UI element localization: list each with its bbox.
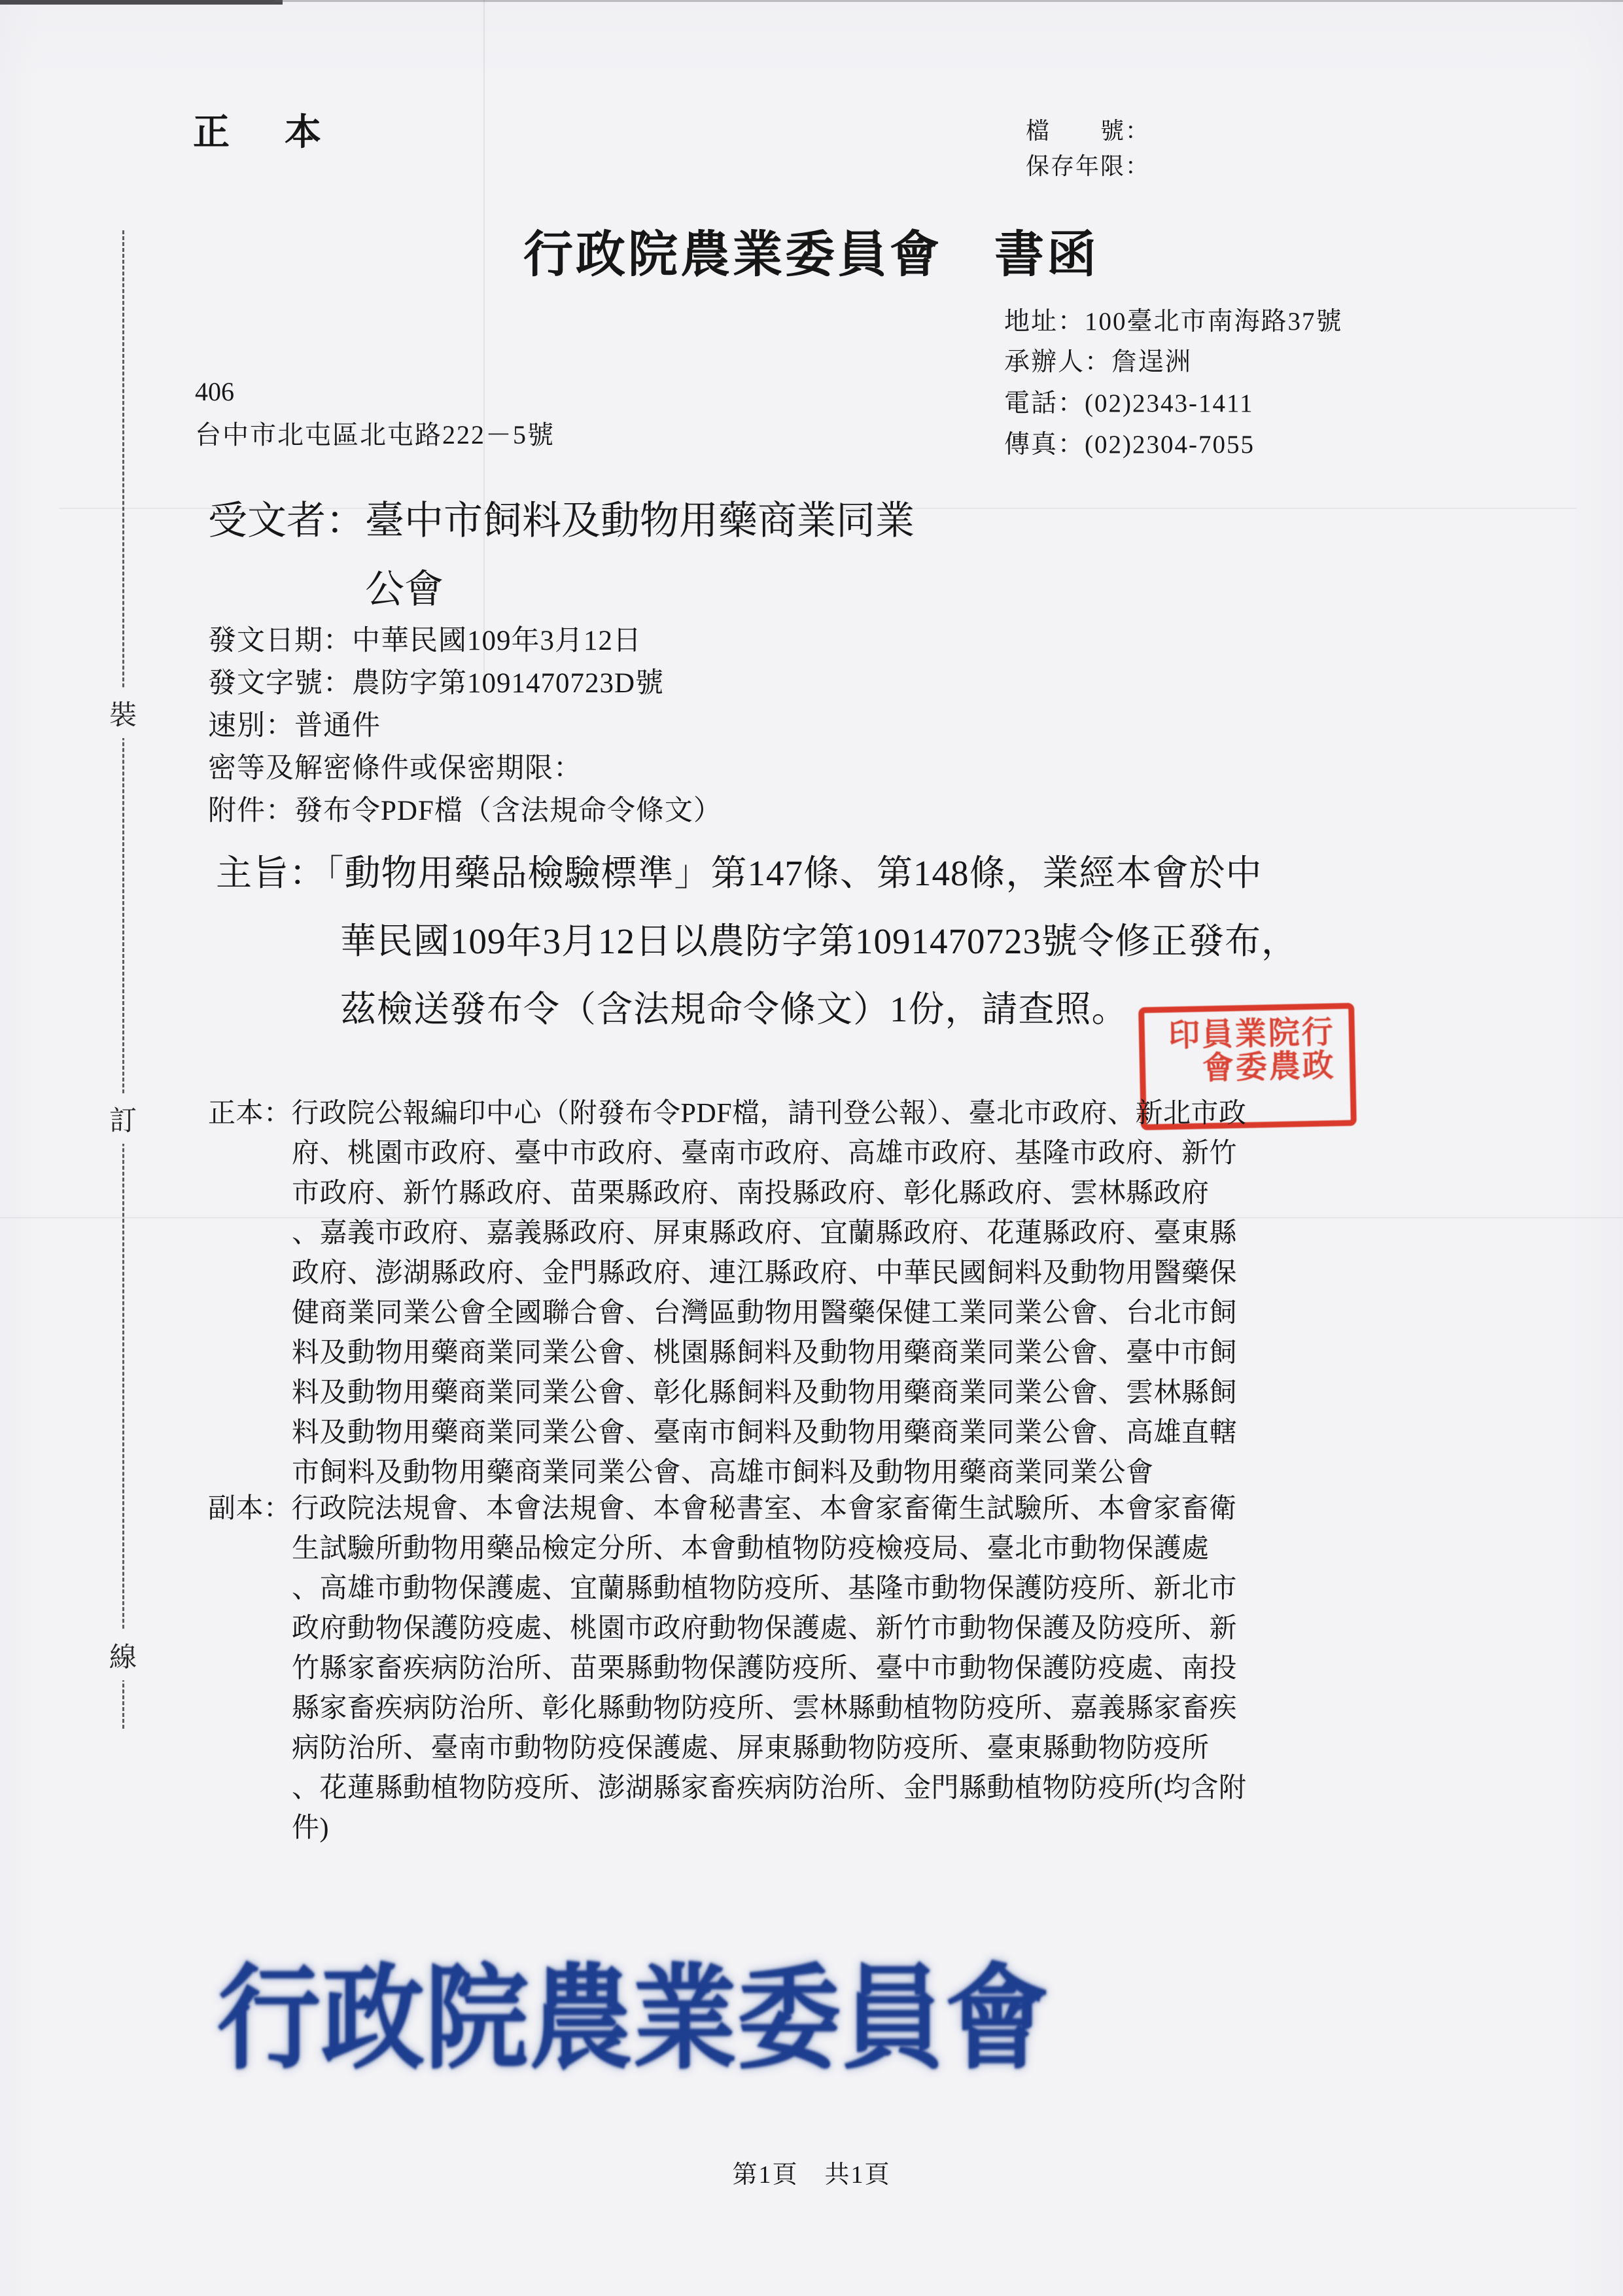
cc-copies-line-8: 、花蓮縣動植物防疫所、澎湖縣家畜疾病防治所、金門縣動植物防疫所(均含附 <box>292 1773 1247 1803</box>
sender-phone: 電話：(02)2343-1411 <box>1004 389 1254 417</box>
red-official-seal-text: 行政院農業委員會印 <box>1163 1015 1333 1085</box>
binding-char-xian: 線 <box>109 1631 137 1680</box>
attachment-note: 附件：發布令PDF檔（含法規命令條文） <box>208 796 722 826</box>
doc-number: 發文字號：農防字第1091470723D號 <box>208 668 665 699</box>
primary-copies-line-7: 料及動物用藥商業同業公會、桃園縣飼料及動物用藥商業同業公會、臺中市飼 <box>292 1338 1238 1368</box>
recipient-line-2: 公會 <box>365 568 444 611</box>
security-class: 密等及解密條件或保密期限： <box>208 753 582 784</box>
sender-address: 地址：100臺北市南海路37號 <box>1004 308 1343 336</box>
primary-copies-line-5: 政府、澎湖縣政府、金門縣政府、連江縣政府、中華民國飼料及動物用醫藥保 <box>292 1258 1238 1288</box>
primary-copies-line-8: 料及動物用藥商業同業公會、彰化縣飼料及動物用藥商業同業公會、雲林縣飼 <box>292 1378 1238 1408</box>
cc-copies-line-6: 縣家畜疾病防治所、彰化縣動物防疫所、雲林縣動植物防疫所、嘉義縣家畜疾 <box>292 1693 1238 1723</box>
primary-copies-line-3: 市政府、新竹縣政府、苗栗縣政府、南投縣政府、彰化縣政府、雲林縣政府 <box>292 1178 1210 1209</box>
sender-contact-person: 承辦人：詹逞洲 <box>1004 348 1193 376</box>
recipient-postal-code: 406 <box>195 377 234 406</box>
binding-char-ding: 訂 <box>109 1094 137 1144</box>
cc-copies-line-3: 、高雄市動物保護處、宜蘭縣動植物防疫所、基隆市動物保護防疫所、新北市 <box>292 1574 1238 1604</box>
primary-copies-line-10: 市飼料及動物用藥商業同業公會、高雄市飼料及動物用藥商業同業公會 <box>292 1458 1154 1488</box>
subject-line-2: 華民國109年3月12日以農防字第1091470723號令修正發布， <box>340 921 1299 961</box>
primary-copies-line-6: 健商業同業公會全國聯合會、台灣區動物用醫藥保健工業同業公會、台北市飼 <box>292 1298 1238 1328</box>
primary-copies-line-9: 料及動物用藥商業同業公會、臺南市飼料及動物用藥商業同業公會、高雄直轄 <box>292 1418 1238 1448</box>
cc-copies-line-2: 生試驗所動物用藥品檢定分所、本會動植物防疫檢疫局、臺北市動物保護處 <box>292 1534 1210 1564</box>
copy-type-label: 正 本 <box>193 113 330 153</box>
binding-dashed-line <box>122 230 124 1729</box>
primary-copies-line-4: 、嘉義市政府、嘉義縣政府、屏東縣政府、宜蘭縣政府、花蓮縣政府、臺東縣 <box>292 1218 1238 1248</box>
issue-date: 發文日期：中華民國109年3月12日 <box>208 626 642 656</box>
sender-fax: 傳真：(02)2304-7055 <box>1004 431 1255 459</box>
primary-copies-line-2: 府、桃園市政府、臺中市政府、臺南市政府、高雄市政府、基隆市政府、新竹 <box>292 1139 1238 1169</box>
page-number-footer: 第1頁 共1頁 <box>732 2161 891 2189</box>
retention-period-label: 保存年限： <box>1026 153 1151 179</box>
speed-class: 速別：普通件 <box>208 711 381 741</box>
document-title: 行政院農業委員會 書函 <box>523 228 1099 283</box>
scan-fold-vertical-line <box>483 0 485 690</box>
cc-copies-line-5: 竹縣家畜疾病防治所、苗栗縣動物保護防疫所、臺中市動物保護防疫處、南投 <box>292 1653 1238 1684</box>
scanner-edge-artifact <box>0 0 283 5</box>
file-number-label: 檔 號： <box>1026 118 1151 144</box>
binding-char-zhuang: 裝 <box>109 688 137 738</box>
cc-copies-line-9: 件) <box>292 1813 329 1843</box>
recipient-line-1: 受文者：臺中市飼料及動物用藥商業同業 <box>208 499 915 542</box>
subject-line-3: 茲檢送發布令（含法規命令條文）1份，請查照。 <box>340 989 1128 1029</box>
scanner-edge-artifact-light <box>275 0 1623 2</box>
blue-agency-stamp: 行政院農業委員會 <box>217 1957 1049 2083</box>
subject-line-1: 主旨：「動物用藥品檢驗標準」第147條、第148條，業經本會於中 <box>216 853 1263 893</box>
recipient-street-address: 台中市北屯區北屯路222－5號 <box>195 420 555 450</box>
cc-copies-line-7: 病防治所、臺南市動物防疫保護處、屏東縣動物防疫所、臺東縣動物防疫所 <box>292 1733 1210 1763</box>
cc-copies-line-1: 副本：行政院法規會、本會法規會、本會秘書室、本會家畜衛生試驗所、本會家畜衛 <box>208 1494 1237 1524</box>
cc-copies-line-4: 政府動物保護防疫處、桃園市政府動物保護處、新竹市動物保護及防疫所、新 <box>292 1614 1238 1644</box>
primary-copies-line-1: 正本：行政院公報編印中心（附發布令PDF檔，請刊登公報）、臺北市政府、新北市政 <box>208 1099 1247 1129</box>
